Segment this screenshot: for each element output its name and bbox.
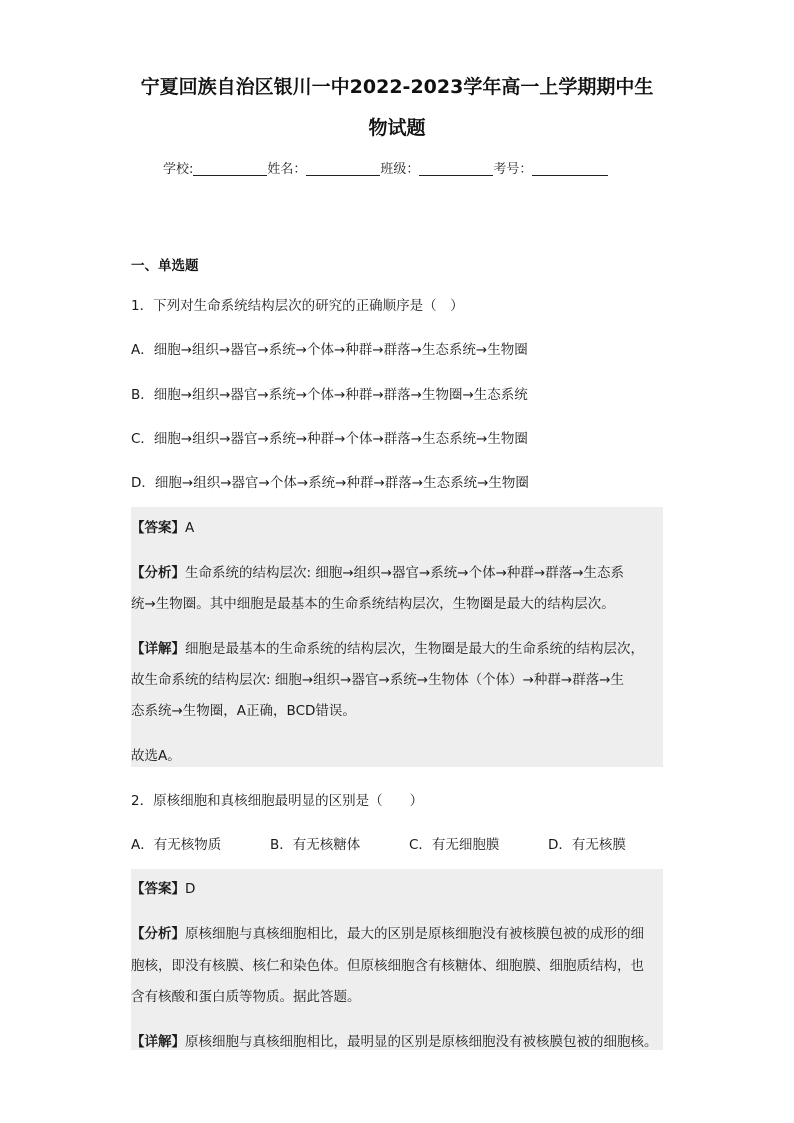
- school-label: 学校:: [163, 162, 194, 177]
- title-line-1: 宁夏回族自治区银川一中2022-2023学年高一上学期期中生: [140, 76, 654, 98]
- analysis-text: 生命系统的结构层次: 细胞→组织→器官→系统→个体→种群→群落→生态系: [185, 565, 625, 581]
- question-1-detail-cont-2: 态系统→生物圈，A正确，BCD错误。: [131, 703, 356, 719]
- question-1-detail-cont-1: 故生命系统的结构层次: 细胞→组织→器官→系统→生物体（个体）→种群→群落→生: [131, 672, 625, 688]
- question-1-option-b: B．细胞→组织→器官→系统→个体→种群→群落→生物圈→生态系统: [131, 387, 528, 403]
- answer-value: A: [185, 520, 195, 536]
- title-line-2: 物试题: [368, 117, 426, 139]
- analysis-tag: 【分析】: [131, 565, 185, 581]
- question-1-detail: [131, 637, 663, 657]
- analysis-tag: 【分析】: [131, 926, 185, 942]
- question-2-detail: [131, 1030, 663, 1050]
- question-1-conclusion: 故选A。: [131, 748, 181, 764]
- student-info-line: [163, 158, 643, 177]
- question-2-options: [131, 833, 626, 853]
- detail-text: 细胞是最基本的生命系统的结构层次，生物圈是最大的生命系统的结构层次，: [185, 641, 644, 657]
- question-2-option-b: B．有无核糖体: [270, 837, 361, 853]
- question-1-option-a: A．细胞→组织→器官→系统→个体→种群→群落→生态系统→生物圈: [131, 342, 528, 358]
- analysis-text: 原核细胞与真核细胞相比，最大的区别是原核细胞没有被核膜包被的成形的细: [185, 926, 644, 942]
- detail-text: 原核细胞与真核细胞相比，最明显的区别是原核细胞没有被核膜包被的细胞核。: [185, 1034, 658, 1050]
- question-1-option-c: C．细胞→组织→器官→系统→种群→个体→群落→生态系统→生物圈: [131, 431, 528, 447]
- number-blank[interactable]: [532, 161, 608, 176]
- detail-tag: 【详解】: [131, 641, 185, 657]
- number-label: 考号：: [493, 162, 533, 177]
- question-2-analysis-cont-2: 含有核酸和蛋白质等物质。据此答题。: [131, 989, 361, 1005]
- section-title: 一、单选题: [131, 258, 199, 274]
- school-blank[interactable]: [193, 161, 267, 176]
- question-2-analysis: [131, 922, 663, 942]
- question-2-answer: [131, 877, 663, 897]
- question-1-answer: [131, 516, 663, 536]
- question-2-option-c: C．有无细胞膜: [409, 837, 500, 853]
- question-1-option-d: D．细胞→组织→器官→个体→系统→种群→群落→生态系统→生物圈: [131, 475, 529, 491]
- class-label: 班级：: [380, 162, 420, 177]
- question-2-analysis-cont-1: 胞核，即没有核膜、核仁和染色体。但原核细胞含有核糖体、细胞膜、细胞质结构，也: [131, 958, 644, 974]
- question-2-stem: 2．原核细胞和真核细胞最明显的区别是（ ）: [131, 793, 424, 809]
- answer-tag: 【答案】: [131, 520, 185, 536]
- question-1-analysis: [131, 561, 663, 581]
- answer-tag: 【答案】: [131, 881, 185, 897]
- name-label: 姓名：: [267, 162, 307, 177]
- question-1-stem: 1．下列对生命系统结构层次的研究的正确顺序是（ ）: [131, 298, 464, 314]
- detail-tag: 【详解】: [131, 1034, 185, 1050]
- name-blank[interactable]: [306, 161, 380, 176]
- answer-value: D: [185, 881, 196, 897]
- question-1-analysis-cont: 统→生物圈。其中细胞是最基本的生命系统结构层次，生物圈是最大的结构层次。: [131, 596, 615, 612]
- question-2-option-d: D．有无核膜: [548, 837, 626, 853]
- question-2-option-a: A．有无核物质: [131, 837, 222, 853]
- class-blank[interactable]: [419, 161, 493, 176]
